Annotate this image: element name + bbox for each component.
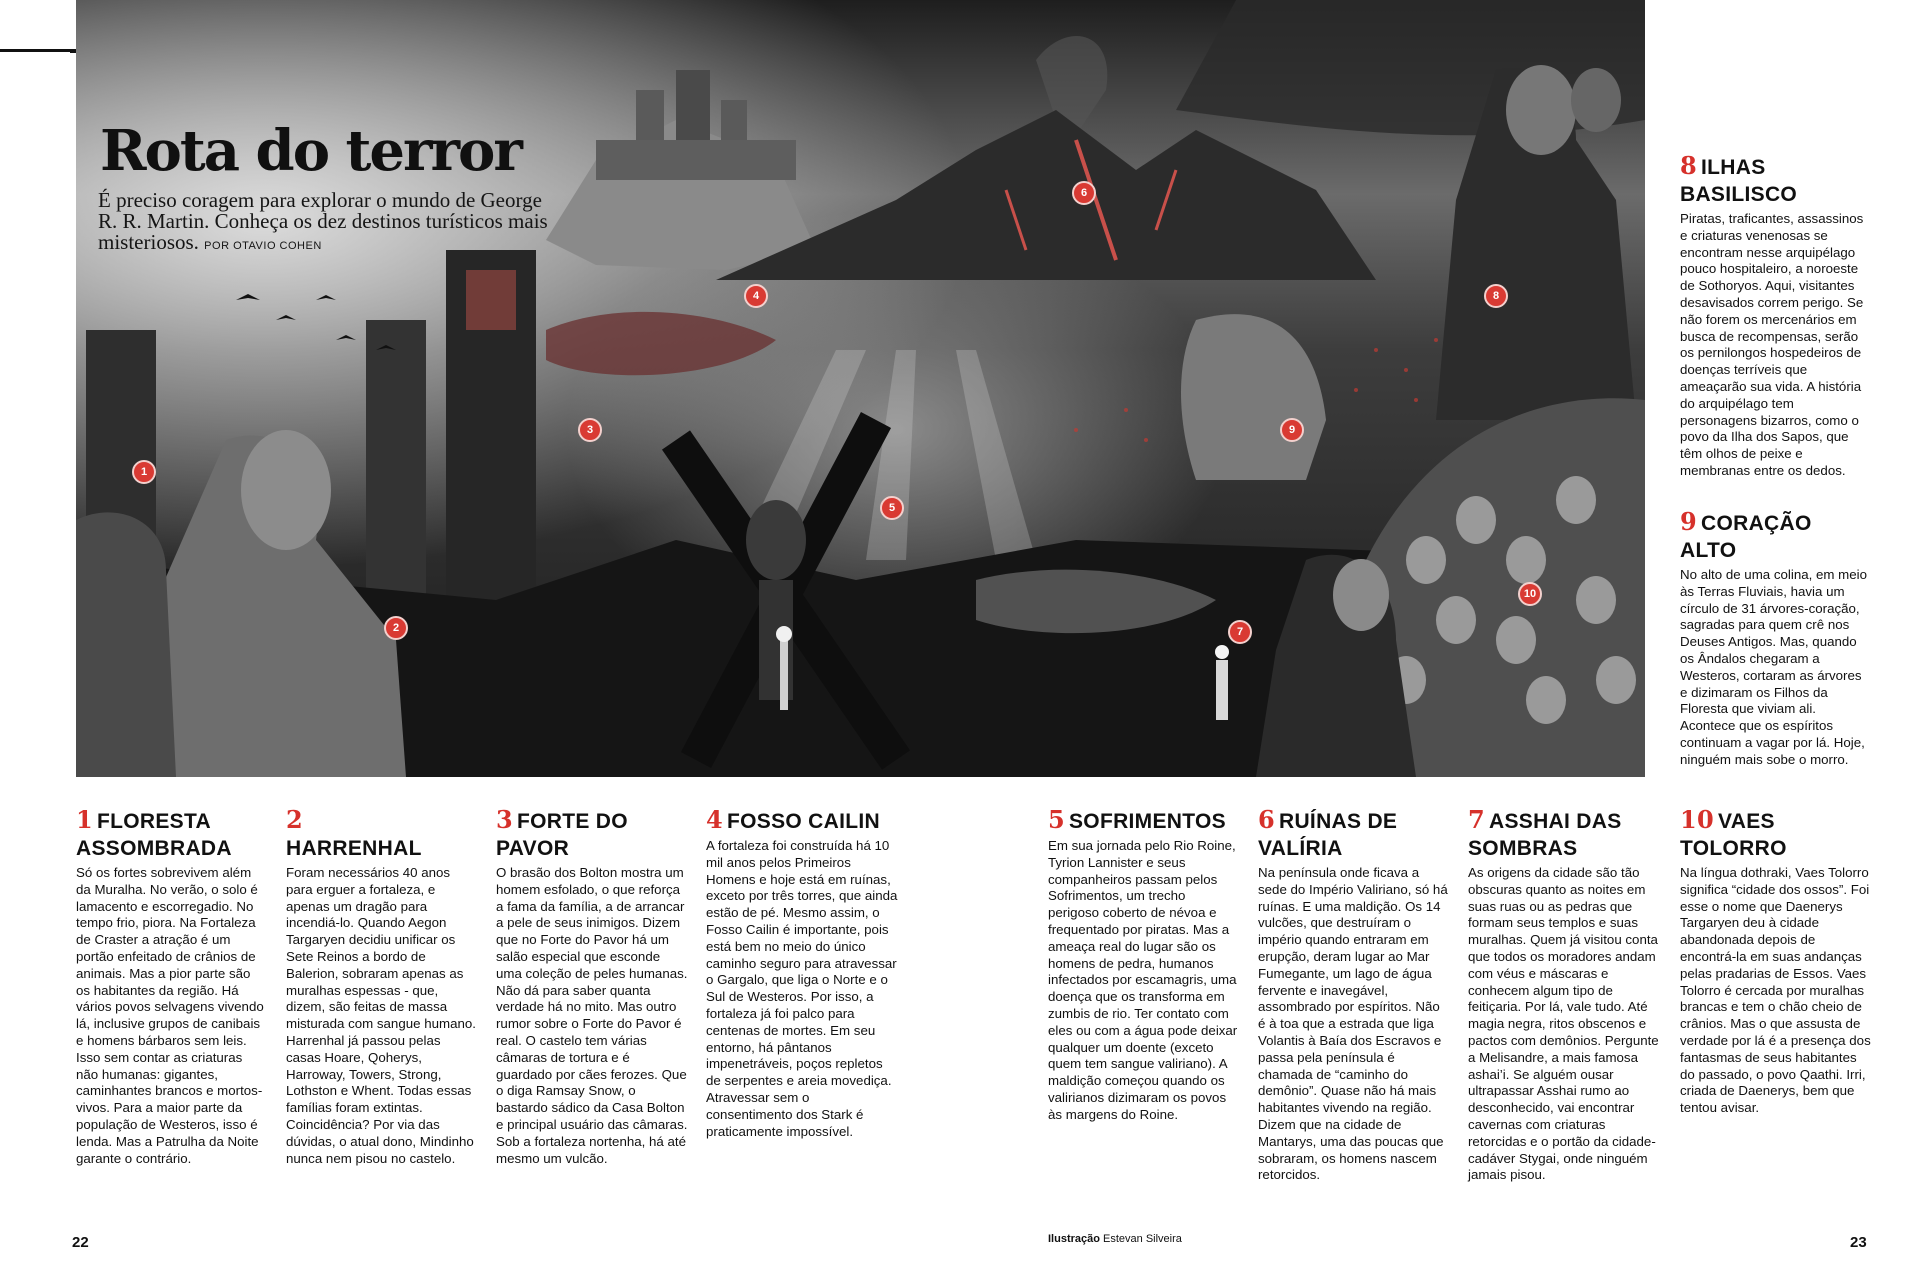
entry-2-number: 2 bbox=[286, 805, 303, 834]
entry-5-heading bbox=[1048, 806, 1240, 835]
map-marker-6: 6 bbox=[1072, 181, 1096, 205]
entry-1-text: Só os fortes sobrevivem além da Muralha. No verão, o solo é lamacento e escorregadio. No tempo frio, piora. Na Fortaleza de Craster a atração é um portão enfeitado de crânios de animais. Mas a pior parte são os habitantes da região. Há vários povos selvagens vivendo lá, inclusive grupos de canibais e homens bárbaros sem leis. Isso sem contar as criaturas não humanas: gigantes, caminhantes brancos e mortos-vivos. Para a maior parte da população de Westeros, isso é lenda. Mas a Patrulha da Noite garante o contrário. bbox=[76, 865, 264, 1166]
entry-6-heading bbox=[1258, 806, 1450, 862]
illustration bbox=[76, 0, 1645, 777]
entry-7-title: ASSHAI DAS SOMBRAS bbox=[1468, 810, 1622, 860]
entry-9-text: No alto de uma colina, em meio às Terras Fluviais, havia um círculo de 31 árvores-coração, sagradas para quem crê nos Deuses Antigos. Mas, quando os Ândalos chegaram a Westeros, cortaram as árvores e dizimaram os Filhos da Floresta que viviam ali. Acontece que os espíritos continuam a vagar por lá. Hoje, ninguém mais sobe o morro. bbox=[1680, 567, 1867, 767]
entry-6-number: 6 bbox=[1258, 805, 1275, 834]
credit-label: Ilustração bbox=[1048, 1233, 1100, 1245]
entry-4-text: A fortaleza foi construída há 10 mil anos pelos Primeiros Homens e hoje está em ruínas, exceto por três torres, que ainda estão de pé. Mesmo assim, o Fosso Cailin é importante, pois está bem no meio do único caminho seguro para atravessar o Gargalo, que liga o Norte e o Sul de Westeros. Por isso, a fortaleza já foi palco para centenas de mortes. Em seu entorno, há pântanos impenetráveis, poços repletos de serpentes e areia movediça. Atravessar sem o consentimento dos Stark é praticamente impossível. bbox=[706, 838, 898, 1139]
map-marker-4: 4 bbox=[744, 284, 768, 308]
entry-1 bbox=[76, 806, 268, 1167]
map-marker-8: 8 bbox=[1484, 284, 1508, 308]
entry-10-heading bbox=[1680, 806, 1872, 862]
entry-5 bbox=[1048, 806, 1240, 1124]
entry-2-text: Foram necessários 40 anos para erguer a fortaleza, e apenas um dragão para incendiá-lo. Quando Aegon Targaryen decidiu unificar os Sete Reinos a bordo de Balerion, sobraram apenas as muralhas espessas - que, dizem, são feitas de massa misturada com sangue humano. Harrenhal já passou pelas casas Hoare, Qoherys, Harroway, Towers, Strong, Lothston e Whent. Todas essas famílias foram extintas. Coincidência? Por via das dúvidas, o atual dono, Mindinho nunca nem pisou no castelo. bbox=[286, 865, 476, 1166]
entry-2 bbox=[286, 806, 478, 1167]
entry-4-heading bbox=[706, 806, 898, 835]
map-marker-7: 7 bbox=[1228, 620, 1252, 644]
entry-2-heading bbox=[286, 806, 478, 862]
entry-9 bbox=[1680, 508, 1872, 769]
entry-1-heading bbox=[76, 806, 268, 862]
entry-3 bbox=[496, 806, 688, 1167]
entry-4-number: 4 bbox=[706, 805, 723, 834]
map-marker-10: 10 bbox=[1518, 582, 1542, 606]
byline: POR OTAVIO COHEN bbox=[204, 240, 322, 252]
entry-4 bbox=[706, 806, 898, 1140]
entry-2-title: HARRENHAL bbox=[286, 837, 422, 860]
entry-3-number: 3 bbox=[496, 805, 513, 834]
entry-8 bbox=[1680, 152, 1872, 480]
map-marker-3: 3 bbox=[578, 418, 602, 442]
illustration-art bbox=[76, 0, 1645, 777]
entry-8-heading bbox=[1680, 152, 1872, 208]
article-subtitle bbox=[98, 190, 548, 257]
entry-10 bbox=[1680, 806, 1872, 1117]
entry-5-title: SOFRIMENTOS bbox=[1069, 810, 1226, 833]
entry-7 bbox=[1468, 806, 1660, 1184]
illustration-credit bbox=[1048, 1233, 1182, 1245]
entry-9-heading bbox=[1680, 508, 1872, 564]
page-number-left: 22 bbox=[72, 1234, 89, 1251]
entry-3-title: FORTE DO PAVOR bbox=[496, 810, 628, 860]
entry-8-title: ILHAS BASILISCO bbox=[1680, 156, 1798, 206]
subtitle-text: É preciso coragem para explorar o mundo de George R. R. Martin. Conheça os dez destinos turísticos mais misteriosos. bbox=[98, 188, 548, 254]
entry-5-number: 5 bbox=[1048, 805, 1065, 834]
entry-7-heading bbox=[1468, 806, 1660, 862]
entry-6-title: RUÍNAS DE VALÍRIA bbox=[1258, 810, 1398, 860]
entry-1-title: FLORESTA ASSOMBRADA bbox=[76, 810, 232, 860]
entry-8-number: 8 bbox=[1680, 151, 1697, 180]
entry-7-number: 7 bbox=[1468, 805, 1485, 834]
entry-10-text: Na língua dothraki, Vaes Tolorro significa “cidade dos ossos”. Foi esse o nome que Daenerys Targaryen deu à cidade abandonada depois de encontrá-la em suas andanças pelas pradarias de Essos. Vaes Tolorro é cercada por muralhas brancas e tem o chão cheio de crânios. Mas o que assusta de verdade por lá é a presença dos fantasmas de seus habitantes do passado, o povo Qaathi. Irri, criada de Daenerys, bem que tentou avisar. bbox=[1680, 865, 1871, 1116]
entry-6 bbox=[1258, 806, 1450, 1184]
entry-7-text: As origens da cidade são tão obscuras quanto as noites em suas ruas ou as pedras que formam seus templos e suas muralhas. Quem já visitou conta que todos os moradores andam com véus e máscaras e conhecem algum tipo de feitiçaria. Por lá, vale tudo. Até magia negra, ritos obscenos e pactos com demônios. Pergunte a Melisandre, a mais famosa ashai’i. Se alguém ousar ultrapassar Asshai rumo ao desconhecido, vai encontrar cavernas com criaturas retorcidas e o portão da cidade-cadáver Stygai, onde ninguém jamais pisou. bbox=[1468, 865, 1659, 1183]
entry-3-text: O brasão dos Bolton mostra um homem esfolado, o que reforça a fama da família, a de arrancar a pele de seus inimigos. Dizem que no Forte do Pavor há um salão especial que esconde uma coleção de peles humanas. Não dá para saber quanta verdade há no mito. Mas outro rumor sobre o Forte do Pavor é real. O castelo tem várias câmaras de tortura e é guardado por cães ferozes. Que o diga Ramsay Snow, o bastardo sádico da Casa Bolton e principal usuário das câmaras. Sob a fortaleza nortenha, há até mesmo um vulcão. bbox=[496, 865, 688, 1166]
map-marker-1: 1 bbox=[132, 460, 156, 484]
article-title: Rota do terror bbox=[100, 118, 521, 184]
entry-9-title: CORAÇÃO ALTO bbox=[1680, 512, 1812, 562]
entry-5-text: Em sua jornada pelo Rio Roine, Tyrion Lannister e seus companheiros passam pelos Sofrimentos, um trecho perigoso coberto de névoa e frequentado por piratas. Mas a ameaça real do lugar são os homens de pedra, humanos infectados por escamagris, uma doença que os transforma em zumbis de rio. Ter contato com eles ou com a água pode deixar qualquer um doente (exceto quem tem sangue valiriano). A maldição começou quando os valirianos dizimaram os povos às margens do Roine. bbox=[1048, 838, 1238, 1122]
credit-name: Estevan Silveira bbox=[1103, 1233, 1182, 1245]
entry-10-number: 10 bbox=[1680, 805, 1714, 834]
map-marker-9: 9 bbox=[1280, 418, 1304, 442]
map-marker-5: 5 bbox=[880, 496, 904, 520]
map-marker-2: 2 bbox=[384, 616, 408, 640]
entry-10-title: VAES TOLORRO bbox=[1680, 810, 1787, 860]
page-number-right: 23 bbox=[1850, 1234, 1867, 1251]
entry-8-text: Piratas, traficantes, assassinos e criaturas venenosas se encontram nesse arquipélago pouco hospitaleiro, a noroeste de Sothoryos. Aqui, visitantes desavisados correm perigo. Se não forem os mercenários em busca de recompensas, serão os pernilongos hospedeiros de doenças terríveis que ameaçarão sua vida. A história do arquipélago tem personagens bizarros, como o povo da Ilha dos Sapos, que têm olhos de peixe e membranas entre os dedos. bbox=[1680, 211, 1864, 478]
header-rule bbox=[0, 49, 78, 52]
entry-6-text: Na península onde ficava a sede do Império Valiriano, só há ruínas. E uma maldição. Os 14 vulcões, que destruíram o império quando entraram em erupção, deram lugar ao Mar Fumegante, um lago de água fervente e inavegável, assombrado por espíritos. Não é à toa que a estrada que liga Volantis à Baía dos Escravos e passa pela península é chamada de “caminho do demônio”. Quase não há mais habitantes vivendo na região. Dizem que na cidade de Mantarys, uma das poucas que sobraram, os homens nascem retorcidos. bbox=[1258, 865, 1448, 1183]
entry-1-number: 1 bbox=[76, 805, 93, 834]
entry-4-title: FOSSO CAILIN bbox=[727, 810, 880, 833]
entry-3-heading bbox=[496, 806, 688, 862]
entry-9-number: 9 bbox=[1680, 507, 1697, 536]
